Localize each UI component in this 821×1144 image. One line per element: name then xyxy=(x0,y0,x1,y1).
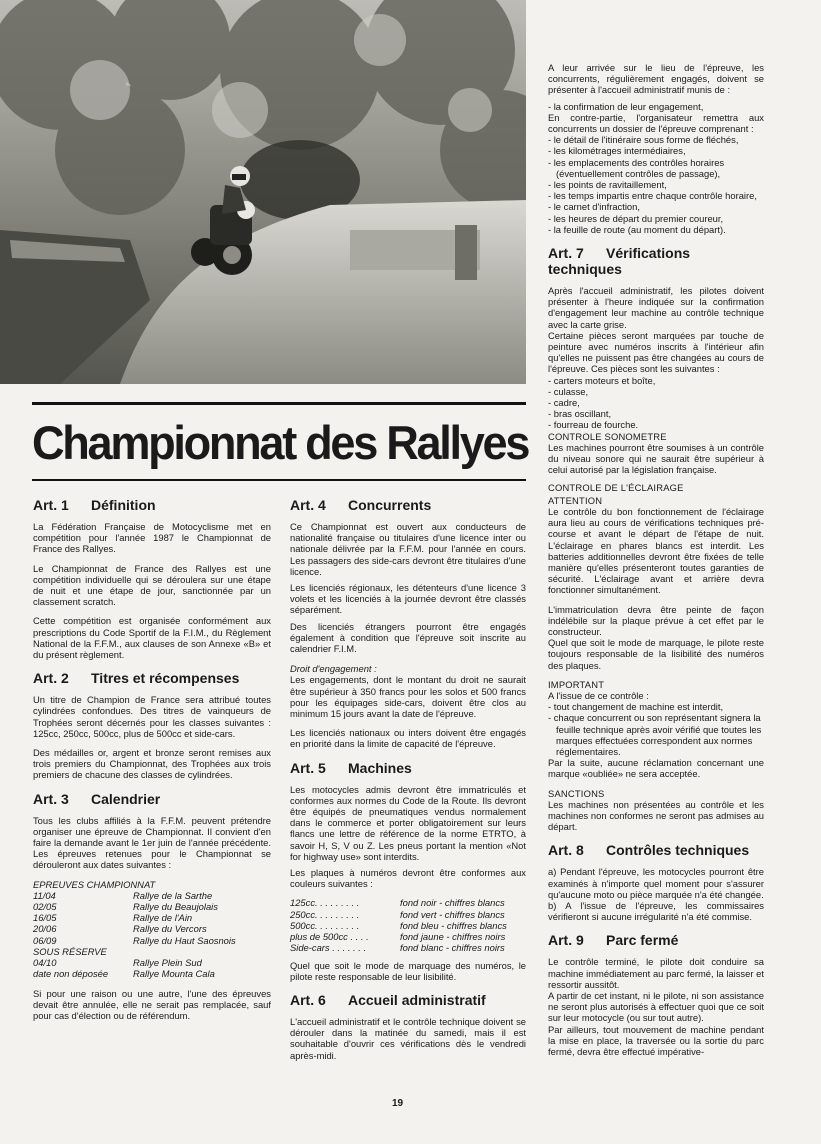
list-item: - les points de ravitaillement, xyxy=(548,179,667,191)
art3-title: Calendrier xyxy=(91,790,161,807)
sanctions-text: Les machines non présentées au contrôle et les machines non conformes ne seront pas admises au départ. xyxy=(548,798,764,833)
list-item: - bras oscillant, xyxy=(548,408,612,420)
schedule-row xyxy=(33,901,271,912)
list-item: - le détail de l'itinéraire sous forme de fléchés, xyxy=(548,134,739,146)
art8-b: b) A l'issue de l'épreuve, les commissaires vérifieront si aucune irrégularité n'a été commise. xyxy=(548,900,764,923)
art8-heading xyxy=(548,842,764,858)
art7-number: Art. 7 xyxy=(548,245,584,262)
schedule-row xyxy=(33,912,271,923)
art9-p3: Par ailleurs, tout mouvement de machine pendant la mise en place, la traversée ou la sortie du parc fermé, devra être effectué impérative- xyxy=(548,1023,764,1058)
art1-number: Art. 1 xyxy=(33,497,69,513)
list-item: - cadre, xyxy=(548,397,580,409)
sono-text: Les machines pourront être soumises à un contrôle du niveau sonore qui ne saurait être supérieur à celui autorisé par la législation française. xyxy=(548,441,764,476)
left-column xyxy=(33,497,271,1026)
plate-class: 500cc. . . . . . . . . xyxy=(290,919,360,931)
art7-heading xyxy=(548,245,764,277)
plate-class: plus de 500cc . . . . xyxy=(290,931,369,943)
plate-class: 250cc. . . . . . . . . xyxy=(290,908,360,920)
event-date: 04/10 xyxy=(33,957,57,969)
schedule-row xyxy=(33,890,271,901)
art1-heading xyxy=(33,497,271,513)
art9-number: Art. 9 xyxy=(548,932,584,949)
list-item: - la feuille de route (au moment du départ). xyxy=(548,223,726,235)
important-end: Par la suite, aucune réclamation concernant une marque «oubliée» ne sera acceptée. xyxy=(548,757,764,780)
list-item: - culasse, xyxy=(548,385,589,397)
list-item: - fourreau de fourche. xyxy=(548,419,639,431)
title-rule-top xyxy=(32,402,526,405)
reserve-heading: SOUS RÉSERVE xyxy=(33,945,107,957)
art8-title: Contrôles techniques xyxy=(606,842,750,859)
schedule-row xyxy=(33,957,271,968)
plate-row xyxy=(290,897,526,908)
art1-p3: Cette compétition est organisée conformément aux prescriptions du Code Sportif de la F.I.M., du Règlement National de la F.F.M., aux clauses de son Annexe «B» et du présent règlement. xyxy=(33,615,271,661)
list-item: - carters moteurs et boîte, xyxy=(548,374,656,386)
art7-p1: Après l'accueil administratif, les pilotes doivent présenter à l'heure indiquée sur la confirmation d'engagement leur machine au contrôle technique avec la carte grise. xyxy=(548,285,764,330)
plate-row xyxy=(290,942,526,953)
art6-number: Art. 6 xyxy=(290,991,326,1008)
event-date: 02/05 xyxy=(33,901,57,913)
art9-title: Parc fermé xyxy=(606,932,679,949)
art1-title: Définition xyxy=(91,497,156,513)
event-name: Rallye Plein Sud xyxy=(133,957,202,969)
sono-heading: CONTROLE SONOMETRE xyxy=(548,430,667,442)
art4-p1: Ce Championnat est ouvert aux conducteurs de nationalité française ou titulaires d'une licence inter ou nationale délivrée par la F.F.M. pour l'année en cours. Les passagers des side-cars devront être titulaires d'une licence. xyxy=(290,521,526,577)
art3-p1: Tous les clubs affiliés à la F.F.M. peuvent prétendre organiser une épreuve de Championnat. Il convient d'en faire la demande avant le 1er juin de l'année précédente. Les épreuves retenues pour le Championnat se dérouleront aux dates suivantes : xyxy=(33,814,271,871)
art3-heading xyxy=(33,791,271,807)
art3-p2: Si pour une raison ou une autre, l'une des épreuves devait être annulée, elle ne serait pas remplacée, sauf pour cas d'élection ou de référendum. xyxy=(33,987,271,1021)
art5-number: Art. 5 xyxy=(290,759,326,776)
accueil-intro: A leur arrivée sur le lieu de l'épreuve, les concurrents, régulièrement engagés, doivent se présenter à l'accueil administratif munis de : xyxy=(548,62,764,96)
art4-heading xyxy=(290,497,526,513)
page-title: Championnat des Rallyes xyxy=(32,416,529,469)
list-item: - les emplacements des contrôles horaires (éventuellement contrôles de passage), xyxy=(548,156,725,179)
event-date: 20/06 xyxy=(33,923,57,935)
event-date: date non déposée xyxy=(33,968,109,980)
important-intro: A l'issue de ce contrôle : xyxy=(548,689,649,701)
art5-p2: Les plaques à numéros devront être conformes aux couleurs suivantes : xyxy=(290,867,526,890)
attention-text: Le contrôle du bon fonctionnement de l'éclairage aura lieu au cours de vérifications techniques pré-course et avant le départ de l'étape de nuit. L'éclairage en phares blancs est interdit. Les batteries additionnelles devront être fixées de telle manière qu'elles présenteront toutes garanties de sécurité. L'éclairage avant et arrière devra fonctionner simultanément. xyxy=(548,505,764,596)
plate-colour: fond blanc - chiffres noirs xyxy=(400,942,505,954)
list-item: - les kilométrages intermédiaires, xyxy=(548,145,686,157)
art3-number: Art. 3 xyxy=(33,790,69,807)
art9-p1: Le contrôle terminé, le pilote doit conduire sa machine immédiatement au parc fermé, la laisser et ressortir aussitôt. xyxy=(548,956,764,990)
plates-table xyxy=(290,897,526,953)
event-date: 06/09 xyxy=(33,934,57,946)
art4-p3: Des licenciés étrangers pourront être engagés également à condition que l'épreuve soit inscrite au calendrier F.I.M. xyxy=(290,620,526,655)
art2-number: Art. 2 xyxy=(33,670,69,687)
eclairage-heading: CONTROLE DE L'ÉCLAIRAGE xyxy=(548,481,684,493)
art7-title: Vérifications techniques xyxy=(548,245,691,278)
title-rule-bottom xyxy=(32,479,526,481)
important-heading: IMPORTANT xyxy=(548,678,605,690)
plate-colour: fond jaune - chiffres noirs xyxy=(400,931,506,943)
art5-heading xyxy=(290,760,526,776)
schedule-heading: EPREUVES CHAMPIONNAT xyxy=(33,878,156,890)
art6-heading xyxy=(290,992,526,1008)
art4-p2: Les licenciés régionaux, les détenteurs d'une licence 3 volets et les licenciés à la journée devront être classés séparément. xyxy=(290,582,526,616)
art7-p2: Certaine pièces seront marquées par touche de peinture avec numéros inscrits à l'intérieur afin qu'elles ne puissent pas être changées au cours de l'épreuve. Ces pièces sont les suivantes : xyxy=(548,329,764,375)
art9-heading xyxy=(548,932,764,948)
page-number: 19 xyxy=(392,1098,404,1109)
schedule-row xyxy=(33,923,271,934)
list-item: - le carnet d'infraction, xyxy=(548,201,640,213)
art4-number: Art. 4 xyxy=(290,497,326,513)
art4-title: Concurrents xyxy=(348,497,432,513)
list-item: - chaque concurrent ou son représentant signera la feuille technique après avoir vérifié que toutes les marques effectuées correspondent aux normes réglementaires. xyxy=(548,712,762,757)
event-name: Rallye Mounta Cala xyxy=(133,968,215,980)
event-name: Rallye de la Sarthe xyxy=(133,889,213,901)
art2-p2: Des médailles or, argent et bronze seront remises aux trois premiers du Championnat, des Trophées aux trois premiers de chacune des classes de cylindrées. xyxy=(33,747,271,781)
list-item: - la confirmation de leur engagement, xyxy=(548,100,704,112)
plate-colour: fond vert - chiffres blancs xyxy=(400,908,505,920)
plate-class: 125cc. . . . . . . . . xyxy=(290,897,360,909)
plate-colour: fond bleu - chiffres blancs xyxy=(400,919,507,931)
event-name: Rallye de l'Ain xyxy=(133,912,193,924)
art6-title: Accueil administratif xyxy=(348,991,486,1008)
attention-heading: ATTENTION xyxy=(548,494,603,506)
art2-title: Titres et récompenses xyxy=(91,670,240,687)
art5-title: Machines xyxy=(348,759,412,776)
event-date: 11/04 xyxy=(33,889,56,901)
art8-a: a) Pendant l'épreuve, les motocycles pourront être examinés à n'importe quel moment pour s'assurer qu'aucune moto ou pièce marquée n'a été changée. xyxy=(548,866,764,900)
art4-p4: Les engagements, dont le montant du droit ne saurait être supérieur à 350 francs pour les solos et 500 francs pour les équipages side-cars, doivent être clos au minimum 15 jours avant la date de l'épreuve. xyxy=(290,674,526,720)
motorcycle-photo xyxy=(0,0,526,384)
list-item: - les heures de départ du premier coureur, xyxy=(548,212,724,224)
list-item: - les temps impartis entre chaque contrôle horaire, xyxy=(548,190,757,202)
event-name: Rallye du Vercors xyxy=(133,923,207,935)
plate-colour: fond noir - chiffres blancs xyxy=(400,897,505,909)
schedule-row xyxy=(33,968,271,979)
art1-p1: La Fédération Française de Motocyclisme met en compétition pour l'année 1987 le Championnat de France des Rallyes. xyxy=(33,521,271,555)
sanctions-heading: SANCTIONS xyxy=(548,787,605,799)
event-name: Rallye du Beaujolais xyxy=(133,901,218,913)
art2-heading xyxy=(33,670,271,686)
art8-number: Art. 8 xyxy=(548,842,584,859)
art5-p3: Quel que soit le mode de marquage des numéros, le pilote reste responsable de leur lisibilité. xyxy=(290,959,526,982)
accueil-counter: En contre-partie, l'organisateur remettra aux concurrents un dossier de l'épreuve comprenant : xyxy=(548,111,764,135)
art9-p2: A partir de cet instant, ni le pilote, ni son assistance ne seront plus autorisés à effectuer quoi que ce soit sur leur motocycle (ou sur tout autre). xyxy=(548,990,764,1024)
event-name: Rallye du Haut Saosnois xyxy=(133,934,236,946)
marquage-text: Quel que soit le mode de marquage, le pilote reste toujours responsable de la lisibilité des numéros des plaques. xyxy=(548,637,764,671)
schedule-row xyxy=(33,935,271,946)
right-column xyxy=(548,62,764,1062)
schedule xyxy=(33,879,271,980)
list-item: - tout changement de machine est interdit, xyxy=(548,701,724,713)
immat-text: L'immatriculation devra être peinte de façon indélébile sur la plaque prévue à cet effet par le constructeur. xyxy=(548,603,764,637)
plate-row xyxy=(290,909,526,920)
art6-p1: L'accueil administratif et le contrôle technique doivent se dérouler dans la matinée du samedi, mais il est souhaitable d'ouvrir ces vérifications dès le vendredi après-midi. xyxy=(290,1015,526,1061)
event-date: 16/05 xyxy=(33,912,57,924)
art2-p1: Un titre de Champion de France sera attribué toutes cylindrées confondues. Des titres de vainqueurs de Trophées seront décernés pour les classes suivantes : 125cc, 250cc, 500cc, plus de 500cc et side-cars. xyxy=(33,694,271,739)
plate-class: Side-cars . . . . . . . xyxy=(290,942,367,954)
art5-p1: Les motocycles admis devront être immatriculés et conformes aux normes du Code de la Route. Ils devront être équipés de pneumatiques vendus normalement dans le commerce et porter obligatoirement sur leurs flancs une lettre de référence de la norme ETRTO, à savoir H, S, V ou Z. Les pneus portant la mention «Not for highway use» sont interdits. xyxy=(290,783,526,862)
plate-row xyxy=(290,920,526,931)
plate-row xyxy=(290,931,526,942)
art4-p5: Les licenciés nationaux ou inters doivent être engagés en priorité dans la limite de capacité de l'épreuve. xyxy=(290,727,526,750)
art1-p2: Le Championnat de France des Rallyes est une compétition individuelle qui se déroulera sur une étape de nuit et une étape de jour, sanctionnée par un classement scratch. xyxy=(33,562,271,608)
droit-heading: Droit d'engagement : xyxy=(290,663,377,675)
middle-column xyxy=(290,497,526,1066)
